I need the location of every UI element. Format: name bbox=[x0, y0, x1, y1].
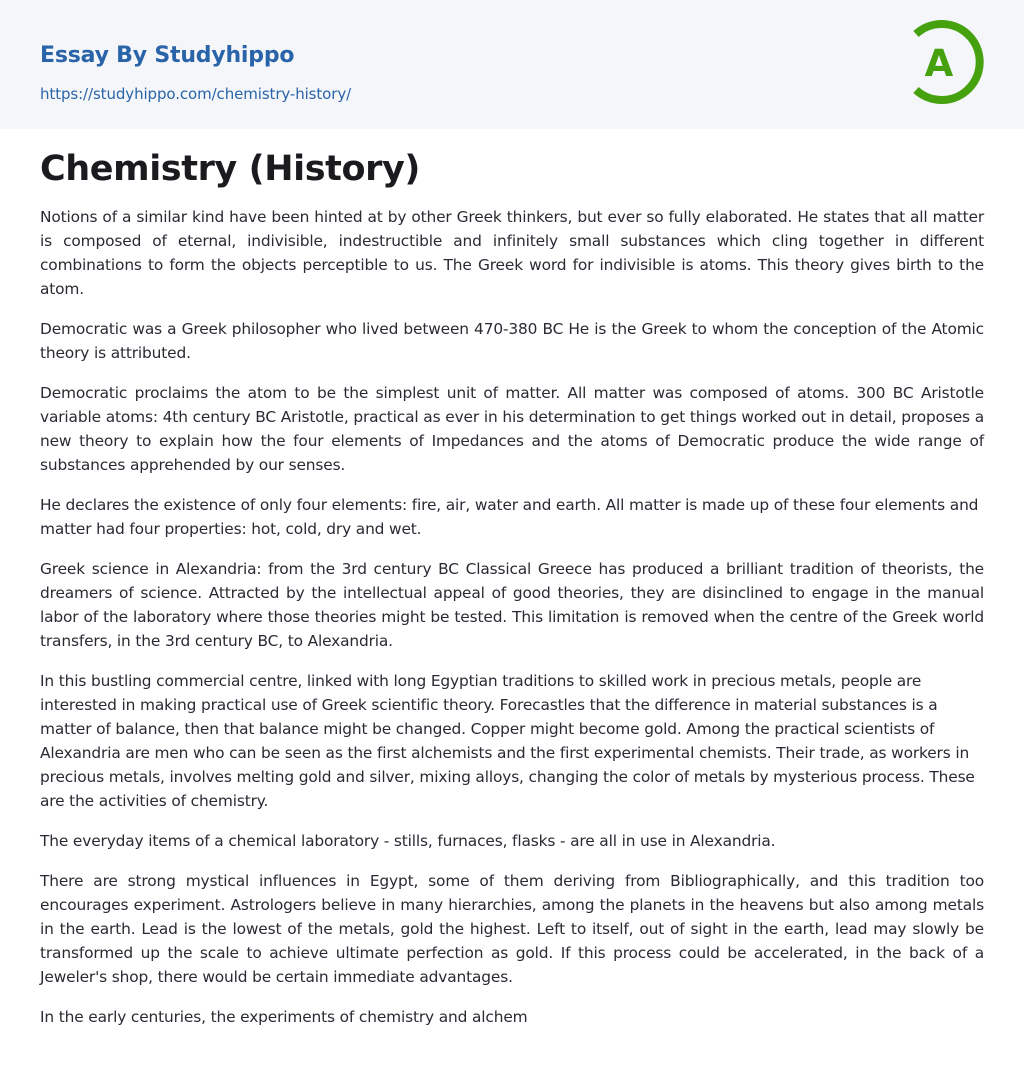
brand-title: Essay By Studyhippo bbox=[40, 43, 295, 68]
logo-letter: A bbox=[924, 42, 954, 85]
essay-paragraph: Greek science in Alexandria: from the 3rd century BC Classical Greece has produced a brilliant tradition of theorists, the dreamers of science. Attracted by the intellectual appeal of good theories, they are disinclined to engage in the manual labor of the laboratory where those theories might be tested. This limitation is removed when the centre of the Greek world transfers, in the 3rd century BC, to Alexandria. bbox=[40, 560, 984, 650]
page-title: Chemistry (History) bbox=[40, 149, 420, 189]
essay-body bbox=[40, 205, 984, 1029]
essay-paragraph: Democratic proclaims the atom to be the simplest unit of matter. All matter was composed of atoms. 300 BC Aristotle variable atoms: 4th century BC Aristotle, practical as ever in his determination to get things worked out in detail, proposes a new theory to explain how the four elements of Impedances and the atoms of Democratic produce the wide range of substances apprehended by our senses. bbox=[40, 384, 984, 474]
essay-paragraph: The everyday items of a chemical laboratory - stills, furnaces, flasks - are all in use in Alexandria. bbox=[40, 832, 776, 850]
source-url-link[interactable]: https://studyhippo.com/chemistry-history/ bbox=[40, 85, 352, 103]
essay-content bbox=[0, 147, 1024, 1029]
studyhippo-logo-icon[interactable] bbox=[906, 18, 990, 106]
essay-paragraph: Democratic was a Greek philosopher who lived between 470-380 BC He is the Greek to whom the conception of the Atomic theory is attributed. bbox=[40, 320, 984, 362]
essay-paragraph-truncated: In the early centuries, the experiments of chemistry and alchem bbox=[40, 1008, 528, 1026]
essay-paragraph: Notions of a similar kind have been hinted at by other Greek thinkers, but ever so fully elaborated. He states that all matter is composed of eternal, indivisible, indestructible and infinitely small substances which cling together in different combinations to form the objects perceptible to us. The Greek word for indivisible is atoms. This theory gives birth to the atom. bbox=[40, 208, 984, 298]
site-header bbox=[0, 0, 1024, 129]
essay-paragraph: In this bustling commercial centre, linked with long Egyptian traditions to skilled work in precious metals, people are interested in making practical use of Greek scientific theory. Forecastles that the difference in material substances is a matter of balance, then that balance might be changed. Copper might become gold. Among the practical scientists of Alexandria are men who can be seen as the first alchemists and the first experimental chemists. Their trade, as workers in precious metals, involves melting gold and silver, mixing alloys, changing the color of metals by mysterious process. These are the activities of chemistry. bbox=[40, 672, 975, 810]
essay-paragraph: There are strong mystical influences in Egypt, some of them deriving from Bibliographically, and this tradition too encourages experiment. Astrologers believe in many hierarchies, among the planets in the heavens but also among metals in the earth. Lead is the lowest of the metals, gold the highest. Left to itself, out of sight in the earth, lead may slowly be transformed up the scale to achieve ultimate perfection as gold. If this process could be accelerated, in the back of a Jeweler's shop, there would be certain immediate advantages. bbox=[40, 872, 984, 986]
essay-paragraph: He declares the existence of only four elements: fire, air, water and earth. All matter is made up of these four elements and matter had four properties: hot, cold, dry and wet. bbox=[40, 496, 979, 538]
